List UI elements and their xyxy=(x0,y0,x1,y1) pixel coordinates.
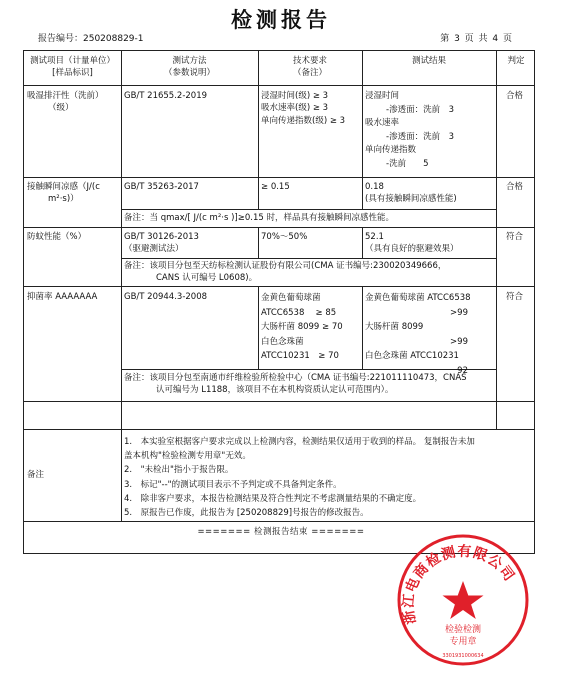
row2-note: 备注：当 qmax/[ J/(c m²·s )]≥0.15 时，样品具有接触瞬间凉感性能。 xyxy=(124,213,394,223)
col-rule xyxy=(258,227,259,258)
page-info: 第 3 页 共 4 页 xyxy=(440,34,512,44)
rule xyxy=(24,85,534,86)
seal-star-icon xyxy=(443,581,484,619)
report-number: 报告编号：250208829-1 xyxy=(38,34,144,44)
header-item: 测试项目（计量单位） [样品标识] xyxy=(29,56,115,79)
row2-verdict: 合格 xyxy=(506,182,524,192)
col-rule xyxy=(496,51,497,429)
col-rule xyxy=(258,177,259,209)
rule xyxy=(121,209,496,210)
rule xyxy=(24,401,534,402)
row1-verdict: 合格 xyxy=(506,91,524,101)
col-rule xyxy=(362,177,363,209)
row4-item: 抑菌率 AAAAAAA xyxy=(27,292,98,302)
inspection-seal-icon xyxy=(394,531,532,669)
header-result: 测试结果 xyxy=(411,56,446,66)
report-title: 检测报告 xyxy=(231,8,331,32)
col-rule xyxy=(258,286,259,369)
row3-result: 52.1 （具有良好的驱避效果） xyxy=(365,232,459,255)
rule xyxy=(24,429,534,430)
row3-requirement: 70%～50% xyxy=(261,232,308,242)
seal-center-line2: 专用章 xyxy=(449,637,477,647)
row2-requirement: ≥ 0.15 xyxy=(261,182,290,192)
row2-item: 接触瞬间凉感（J/(c m²·s)） xyxy=(27,182,100,205)
row1-method: GB/T 21655.2-2019 xyxy=(124,91,208,101)
seal-center-line1: 检验检测 xyxy=(444,625,482,635)
row4-note: 备注：该项目分包至南通市纤维检验所检验中心（CMA 证书编号:221011110473，CNAS 认可编号为 L1188，该项目不在本机构资质认定认可范围内）。 xyxy=(124,373,467,396)
row1-requirement: 浸湿时间(级) ≥ 3 吸水速率(级) ≥ 3 单向传递指数(级) ≥ 3 xyxy=(261,91,346,126)
row3-note: 备注：该项目分包至天纺标检测认证股份有限公司(CMA 证书编号:230020349666， CANS 认可编号 L0608)。 xyxy=(124,261,447,284)
col-rule xyxy=(362,227,363,258)
seal-arc-text: 浙江电商检测有限公司 xyxy=(400,543,518,626)
row1-item: 吸湿排汗性（洗前） （级） xyxy=(27,91,104,114)
report-end-line: ======= 检测报告结束 ======= xyxy=(197,527,365,537)
row2-method: GB/T 35263-2017 xyxy=(124,182,199,192)
results-table xyxy=(23,50,535,554)
rule xyxy=(24,177,534,178)
col-rule xyxy=(121,429,122,521)
row4-result: 金黄色葡萄球菌 ATCC6538 >99 大肠杆菌 8099 >99 白色念珠菌 ATCC10231 92 xyxy=(365,293,471,376)
row3-method: GB/T 30126-2013 （驱避测试法） xyxy=(124,232,199,255)
remarks-list: 1. 本实验室根据客户要求完成以上检测内容，检测结果仅适用于收到的样品。 复制报告未加 盖本机构"检验检测专用章"无效。 2. "未检出"指小于报告限。 3. 标记"--"的测试项目表示不予判定或不具备判定条件。 4. 除非客户要求，本报告检测结果及符合性判定不考虑测量结果的不确定度。 5. 原报告已作废，此报告为 [250208829]号报告的修改报告。 xyxy=(124,437,475,519)
rule xyxy=(24,286,534,287)
rule xyxy=(121,258,496,259)
header-requirement: 技术要求 （备注） xyxy=(292,56,327,79)
header-verdict: 判定 xyxy=(507,56,525,66)
remarks-label: 备注 xyxy=(27,470,45,480)
col-rule xyxy=(362,286,363,369)
row3-verdict: 符合 xyxy=(506,232,524,242)
row4-method: GB/T 20944.3-2008 xyxy=(124,292,208,302)
rule xyxy=(24,227,534,228)
row4-verdict: 符合 xyxy=(506,292,524,302)
col-rule xyxy=(362,51,363,177)
rule xyxy=(24,521,534,522)
header-method: 测试方法 （参数说明） xyxy=(163,56,215,79)
row1-result: 浸湿时间 -渗透面：洗前 3 吸水速率 -渗透面：洗前 3 单向传递指数 -洗前 5 xyxy=(365,91,454,169)
col-rule xyxy=(121,51,122,429)
row4-requirement: 金黄色葡萄球菌 ATCC6538 ≥ 85 大肠杆菌 8099 ≥ 70 白色念珠菌 ATCC10231 ≥ 70 xyxy=(261,293,343,362)
seal-serial: 3301931000634 xyxy=(442,653,484,659)
row3-item: 防蚊性能（%） xyxy=(27,232,87,242)
row2-result: 0.18 (具有接触瞬间凉感性能) xyxy=(365,182,457,205)
